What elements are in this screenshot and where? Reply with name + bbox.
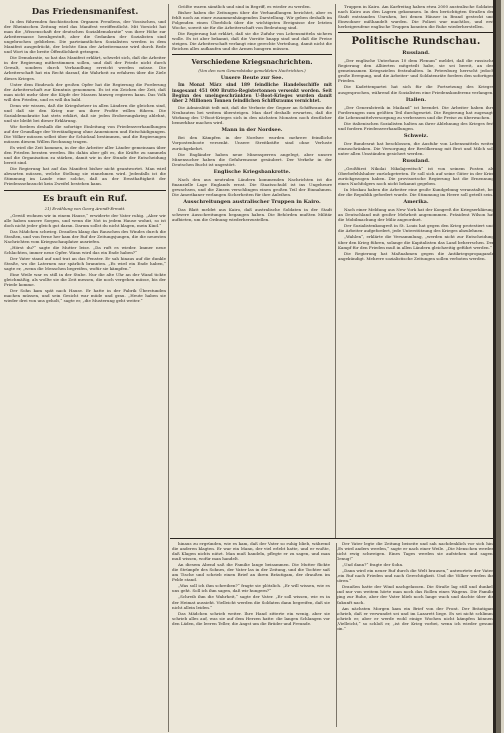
story-column-right [336,541,494,729]
paragraph: Das Mädchen schwieg. Draußen klang das Rauschen des Windes durch die Straßen, und von ferne her kam der Ruf der Zeitungsjungen, die die neuesten Nachrichten vom Kriegsschauplatze ausriefen. [4,228,166,244]
subhead-italien: Italien. [405,96,427,103]
subhead-russland-2: Russland. [402,157,430,164]
paragraph: „Der englische Unterhaus 10 dem Plenum“ meldet, daß die russische Regierung den Alliierten mitgeteilt habe, sie sei bereit, an den gemeinsamen Kriegszielen festzuhalten. In Petersburg herrscht jedoch große Erregung, und die Arbeiter- und Soldatenräte fordern den sofortigen Frieden. [338,58,494,84]
story-byline: 21) Erzählung von Georg Arendt-Ermatt. [44,205,126,211]
serial-story-continuation [172,541,494,729]
paragraph: „Gewiß wohnen wir in einem Hause,“ erwiderte der Vater ruhig. „Aber wir alle haben unsere Sorgen, und wenn die Not in jedem Hause wohnt, so ist doch nicht jeder gleich gut daran. Darum sollst du nicht klagen, mein Kind.“ [4,212,166,228]
paragraph: „Was soll ich ihm schreiben?“ fragte sie plötzlich. „Er will wissen, wie es uns geht. Soll ich ihm sagen, daß wir hungern?“ [172,583,330,594]
paragraph: Die Kadettenpartei hat sich für die Fortsetzung des Krieges ausgesprochen, während die Sozialisten eine Friedenskonferenz verlangen. [338,84,494,95]
subhead-schweiz: Schweiz. [403,132,429,139]
subhead-nordsee: Mann in der Nordsee. [221,127,283,134]
headline-kriegsnachrichten: Verschiedene Kriegsnachrichten. [191,58,313,67]
paragraph: „Wahlen“, erklärte die Versammlung, „werden nicht zur Entscheidung über den Krieg führen, solange die Kapitalisten das Land beherrschen. Der Kampf für den Frieden muß in allen Ländern gleichzeitig geführt werden.“ [338,234,494,250]
paragraph: „Dann wird ein neuer Ruf durch die Welt brausen,“ antwortete der Vater, „ein Ruf nach Frieden und nach Gerechtigkeit. Und die Völker werden ihn hören.“ [336,568,494,584]
paragraph: In den führenden faschistischen Organen Preußens, der Vossischen, und der Rheinischen Zeitung wird das Manifest veröffentlicht. Mit Vorsicht hat man die „Wissenschaft der deutschen Sozialdemokratie“ von ihrer Höhe zur Arbeitermasse herabgestuft, aber die Gedanken der Sozialisten sind ungebrochen geblieben. Die parteiamtlichen Sozialisten werden in dem Manifest ausgedrückt, der leichte Sinn der Arbeitermasse wird durch Rede und Wort in die breite Öffentlichkeit getragen. [4,19,166,55]
paragraph: Denn wir wissen, daß die Kriegshetzer in allen Ländern die gleichen sind, und daß sie den Krieg nur um ihrer Profite willen führen. Die Sozialdemokratie hat stets erklärt, daß sie jeden Eroberungskrieg ablehnt, und sie bleibt bei dieser Erklärung. [4,102,166,123]
paragraph: „Schreib ihm die Wahrheit,“ sagte der Vater. „Er soll wissen, wie es in der Heimat aussieht. Vielleicht werden die Soldaten dann begreifen, daß sie nicht allein leiden.“ [172,594,330,610]
paragraph: Eine Weile war es still in der Stube. Nur die alte Uhr an der Wand tickte gleichmäßig, als wollte sie die Zeit messen, die noch vergehen müsse, bis der Friede komme. [4,272,166,288]
paragraph: „Großfürst Nikolai Nikolajewitsch“ ist von seinem Posten als Oberbefehlshaber zurückgetreten. Er soll sich auf seine Güter in der Krim zurückgezogen haben. Die provisorische Regierung hat die Ernennung eines Nachfolgers noch nicht bekannt gegeben. [338,165,494,187]
paragraph: Der Sozialistenkongreß in St. Louis hat gegen den Krieg protestiert und die Arbeiter aufgefordert, jede Unterstützung des Krieges abzulehnen. [338,223,494,234]
paragraph: Der Sohn kam spät nach Hause. Er hatte in der Fabrik Überstunden machen müssen, und sein Gesicht war müde und grau. „Heute haben sie wieder drei von uns geholt,“ sagte er, „die Musterung geht weiter.“ [4,288,166,304]
paragraph: Das Blatt meldet aus Kairo, daß australische Soldaten in der Stadt schwere Ausschreitungen begangen haben. Die Behörden mußten Militär aufbieten, um die Ordnung wiederherzustellen. [172,206,332,222]
paragraph: Die Regierung hat erklärt, daß sie die Zufuhr von Lebensmitteln sichern wolle. Es ist aber bekannt, daß die Vorräte knapp sind und daß die Preise steigen. Die Arbeiterschaft verlangt eine gerechte Verteilung, damit nicht die Reichen alles aufkaufen und die Armen hungern müssen. [172,31,332,52]
article-friedensmanifest [4,19,166,187]
column-middle [172,4,332,539]
section-divider [338,32,494,33]
paragraph: „Hörst du?“ sagte die Mutter leise. „Da ruft es wieder. Immer neue Schlachten, immer neue Opfer. Wann wird das ein Ende haben?“ [4,244,166,255]
paragraph: An diesem Abend saß die Familie lange beisammen. Die Mutter flickte die Strümpfe des Sohnes, der Vater las in der Zeitung, und die Tochter saß am Tische und schrieb einen Brief an ihren Bräutigam, der draußen im Felde stand. [172,562,330,583]
subhead-russland: Russland. [402,50,430,57]
paragraph-bold: Im Monat März sind 189 feindliche Handelsschiffe mit insgesamt 451 000 Brutto-Registertonnen versenkt worden. Seit Beginn des uneingeschränkten U-Boot-Krieges wurden damit über 2 Millionen Tonnen feindlichen Schiffsraums vernichtet. [172,83,332,105]
headline-es-brauft: Es brauft ein Ruf. [42,193,128,204]
paragraph: Die Demokratie, so hat das Manifest erklärt, schwebt sich, daß die Arbeiter in der Regierung mitbestimmen sollen, und daß der Friede nicht durch Gewalt, sondern durch Verhandlung erreicht werden müsse. Die Arbeiterschaft hat ein Recht darauf, die Wahrheit zu erfahren über die Ziele dieses Krieges. [4,55,166,81]
paragraph: Nach den aus neutralen Ländern kommenden Nachrichten ist die finanzielle Lage Englands ernst. Die Staatsschuld ist ins Ungeheure gewachsen, und die Zinsen verschlingen einen großen Teil der Einnahmen. Die Amerikaner verlangen Sicherheiten für ihre Anleihen. [172,176,332,197]
paragraph: Größte waren sämtlich und sind in Begriff, es wieder zu werden. [178,4,311,9]
column-left [4,4,166,732]
paragraph: Das Mädchen schrieb weiter. Ihre Hand zitterte ein wenig, aber sie schrieb alles auf, was sie auf dem Herzen hatte: die langen Schlangen vor den Läden, die leeren Teller, die Angst um die Brüder und Freunde. [172,610,330,626]
subhead-amerika: Amerika. [403,199,429,206]
paragraph: Am nächsten Morgen kam ein Brief von der Front. Der Bräutigam schrieb, daß er verwundet sei und im Lazarett liege. Es sei nicht schlimm, schrieb er, aber er werde wohl einige Wochen nicht kämpfen können. „Vielleicht,“ so schloß er, „ist der Krieg vorbei, wenn ich wieder gesund bin.“ [336,605,494,631]
section-divider [4,190,166,191]
column-rule [335,4,336,539]
column-rule [168,4,169,732]
paragraph: „Der Generalstreik in Mailand“ ist beendet. Die Arbeiter haben ihre Forderungen zum größten Teil durchgesetzt. Die Regierung hat zugesagt, die Lebensmittelversorgung zu verbessern und die Preise zu überwachen. [338,104,494,120]
section-subtitle: (Von den vom Generalstabe gemeldeten Nachrichten.) [198,68,306,74]
paragraph: Wir fordern deshalb die sofortige Einleitung von Friedensverhandlungen auf der Grundlage der Verständigung ohne Annexionen und Entschädigungen. Die Völker müssen selbst über ihr Schicksal bestimmen, und die Regierungen müssen diesem Willen Rechnung tragen. [4,123,166,145]
paragraph: Der Bundesrat hat beschlossen, die Ausfuhr von Lebensmitteln weiter einzuschränken. Die Versorgung der Bevölkerung mit Brot und Milch soll unter allen Umständen gesichert werden. [338,140,494,156]
subhead-beute-zur-see: Unsere Beute zur See. [220,75,284,82]
section-divider [172,54,332,55]
paragraph: Bisher haben die Zeitungen über die Verhandlungen berichtet, aber es fehlt noch an einer zusammenhängenden Darstellung. Wir geben deshalb im Folgenden einen Überblick über die wichtigsten Ereignisse der letzten Woche, soweit sie für die Arbeiterschaft von Bedeutung sind. [172,10,332,31]
paragraph: Draußen hatte der Wind nachgelassen. Die Straße lag still und dunkel, und nur von weitem hörte man noch das Rollen eines Wagens. Die Familie ging zur Ruhe, aber der Vater blieb noch lange wach und dachte über die Zukunft nach. [336,584,494,605]
paragraph: Unter dem Eindruck der großen Opfer hat die Regierung die Forderung der Arbeiterschaft zur Kenntnis genommen. Es ist ein Zeichen der Zeit, daß man nicht mehr über die Köpfe der Massen hinweg regieren kann. Das Volk will den Frieden, und es will ihn bald. [4,81,166,102]
paragraph: Die Regierung hat Maßnahmen gegen die Antikriegspropaganda angekündigt. Mehrere sozialistische Zeitungen sollen verboten werden. [338,250,494,261]
headline-friedensmanifest: Das Friedensmanifest. [31,7,139,17]
paragraph: Die Engländer haben neue Minensperren angelegt, aber unsere Minensucher haben die Gefahrenzone gesäubert. Der Verkehr in der Deutschen Bucht ist ungestört. [172,151,332,167]
paragraph: Truppen in Kairo. Am Karfreitag haben etwa 2000 australische Soldaten nach Kairo aus den Lagern gekommen. In den berüchtigten Straßen der Stadt entstanden Unruhen, bei denen Häuser in Brand gesteckt und Einwohner mißhandelt wurden. Die Polizei war machtlos, und erst herbeigerufene englische Truppen konnten die Ruhe wiederherstellen. [338,4,494,30]
paragraph: Es wird die Zeit kommen, in der die Arbeiter aller Länder gemeinsam über den Frieden beraten werden. Bis dahin aber gilt es, die Kräfte zu sammeln und die Organisation zu stärken, damit wir in der Stunde der Entscheidung bereit sind. [4,145,166,166]
paragraph: „Und dann?“ fragte der Sohn. [342,562,404,568]
paragraph: Die Regierung hat auf das Manifest bisher nicht geantwortet. Man wird abwarten müssen, welche Stellung sie einnehmen wird. Jedenfalls ist die Stimmung im Lande eine solche, daß an der Ernsthaftigkeit der Friedenssehnsucht kein Zweifel bestehen kann. [4,166,166,187]
paragraph: Der Vater stand auf und trat an das Fenster. Er sah hinaus auf die dunkle Straße, wo die Laternen nur spärlich brannten. „Es wird ein Ende haben,“ sagte er, „wenn die Menschen begreifen, wofür sie kämpfen.“ [4,255,166,271]
story-column-left [172,541,330,729]
page-edge [496,0,501,733]
column-rule [336,543,337,727]
article-serial-story [4,213,166,304]
paragraph: Die Admiralität teilt mit, daß die Verluste der Gegner an Schiffsraum die Neubauten bei weitem übersteigen. Man darf deshalb erwarten, daß die Wirkung des U-Boot-Krieges sich in den nächsten Monaten noch deutlicher bemerkbar machen wird. [172,105,332,126]
paragraph: Die italienischen Sozialisten halten an ihrer Ablehnung des Krieges fest und fordern Friedensverhandlungen. [338,120,494,131]
paragraph: Bei den Kämpfen in der Nordsee wurden mehrere feindliche Vorpostenboote versenkt. Unsere Streitkräfte sind ohne Verluste zurückgekehrt. [172,135,332,151]
subhead-englische-bankrotte: Englische Kriegsbankrotte. [213,168,291,175]
paragraph: In Moskau haben die Arbeiter eine große Kundgebung veranstaltet, bei der die Republik gefordert wurde. Die Stimmung im Heere soll geteilt sein. [338,187,494,198]
headline-politische-rundschau: Politische Rundschau. [351,36,481,48]
paragraph: hinaus zu ergründen, wie es kam, daß der Vater so ruhig blieb, während die anderen klagten. Er war ein Mann, der viel erlebt hatte, und er wußte, daß Klagen nichts nützt. Man muß handeln, pflegte er zu sagen, und man muß wissen, wofür man handelt. [172,541,330,562]
story-top-rule [170,538,494,539]
paragraph: Nach einer Meldung aus New York hat der Kongreß die Kriegserklärung an Deutschland mit großer Mehrheit angenommen. Präsident Wilson hat die Mobilmachung der Miliz angeordnet. [338,207,494,223]
paragraph: Der Vater legte die Zeitung beiseite und sah nachdenklich vor sich hin. „Es wird anders werden,“ sagte er nach einer Weile. „Die Menschen werden nicht ewig schweigen. Eines Tages werden sie aufstehen und sagen: Genug!“ [336,541,494,562]
subhead-ausschreitungen: Ausschreitungen australischer Truppen in Kairo. [183,198,321,205]
